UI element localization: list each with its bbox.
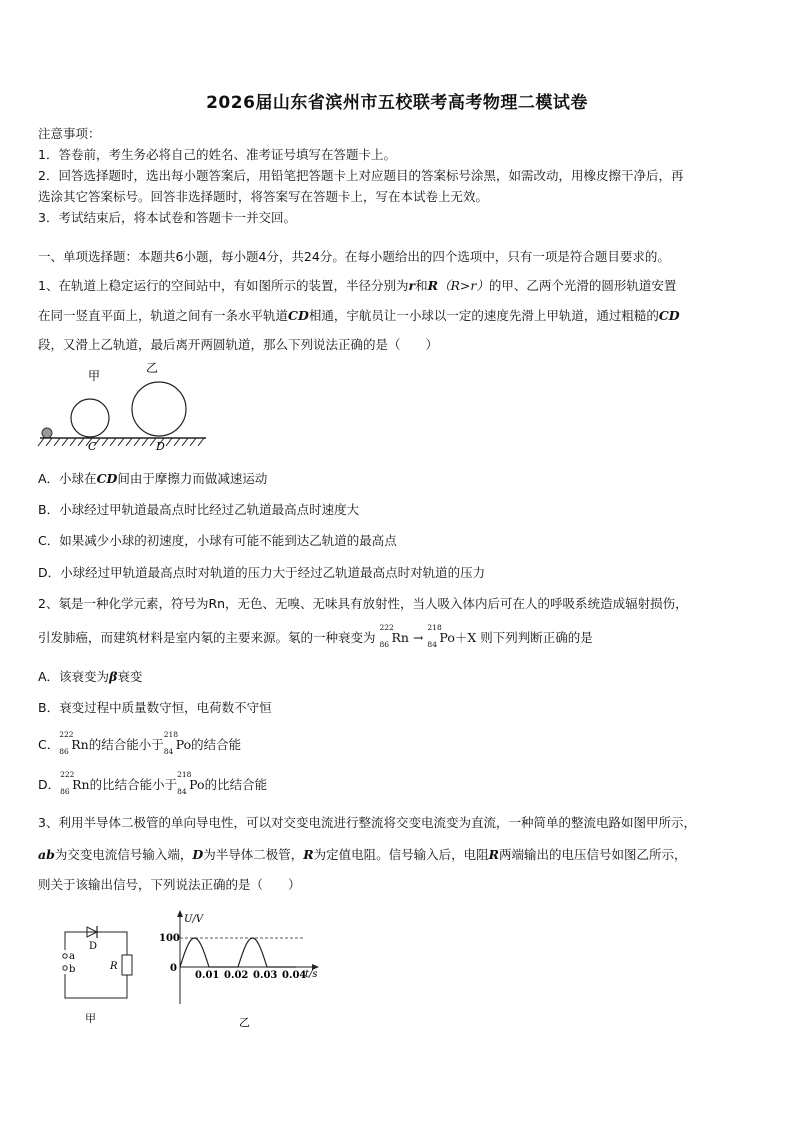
x-tick-label: 0.01 [195, 970, 220, 981]
q3-line2: ab为交变电流信号输入端，D为半导体二极管，R为定值电阻。信号输入后，电阻R两端输出的电压信号如图乙所示， [38, 847, 687, 862]
x-tick-label: 0.03 [253, 970, 278, 981]
label-a: a [69, 951, 75, 962]
q1-option-a: A．小球在CD间由于摩擦力而做减速运动 [38, 471, 268, 486]
q1-line1: 1、在轨道上稳定运行的空间站中，有如图所示的装置，半径分别为r和R（R>r）的甲、乙两个光滑的圆形轨道安置 [38, 278, 677, 293]
q1-option-d: D．小球经过甲轨道最高点时对轨道的压力大于经过乙轨道最高点时对轨道的压力 [38, 565, 486, 580]
track-yi [132, 382, 186, 436]
label-resistor: R [110, 961, 118, 972]
notice-item: 选涂其它答案标号。回答非选择题时，将答案写在答题卡上，写在本试卷上无效。 [38, 189, 489, 204]
x-tick-label: 0.02 [224, 970, 249, 981]
label-jia: 甲 [88, 369, 101, 383]
track-jia [71, 399, 109, 437]
q3-voltage-graph [155, 908, 330, 1033]
label-d: D [156, 440, 165, 450]
ground-hatching [38, 438, 204, 446]
caption-jia: 甲 [85, 1012, 96, 1025]
section-heading: 一、单项选择题：本题共6小题，每小题4分，共24分。在每小题给出的四个选项中，只有一项是符合题目要求的。 [38, 249, 670, 264]
notice-item: 3．考试结束后，将本试卷和答题卡一并交回。 [38, 210, 296, 225]
q2-line2: 引发肺癌，而建筑材料是室内氡的主要来源。氡的一种衰变为 222 86 Rn → 218 84 Po＋X 则下列判断正确的是 [38, 623, 593, 649]
q2-option-b: B．衰变过程中质量数守恒，电荷数不守恒 [38, 700, 272, 715]
label-diode: D [89, 941, 98, 952]
label-c: C [88, 440, 97, 450]
label-b: b [69, 964, 76, 975]
label-yi: 乙 [146, 361, 159, 375]
nuclide-po: 218 84 Po [427, 623, 455, 649]
page-title: 2026届山东省滨州市五校联考高考物理二模试卷 [206, 93, 588, 113]
q2-option-d: D． 222 86 Rn的比结合能小于 218 84 Po的比结合能 [38, 770, 268, 796]
q1-line3: 段，又滑上乙轨道，最后离开两圆轨道，那么下列说法正确的是（ ） [38, 337, 439, 352]
y-tick-100: 100 [159, 933, 180, 944]
y-axis-arrow [177, 910, 183, 917]
q1-track-figure [36, 360, 216, 450]
x-tick-label: 0.04 [282, 970, 307, 981]
q3-line1: 3、利用半导体二极管的单向导电性，可以对交变电流进行整流将交变电流变为直流，一种简单的整流电路如图甲所示， [38, 815, 696, 830]
q1-line2: 在同一竖直平面上，轨道之间有一条水平轨道CD相通，宇航员让一小球以一定的速度先滑上甲轨道，通过粗糙的CD [38, 308, 680, 323]
terminal-a [63, 954, 67, 958]
origin-label: 0 [170, 963, 177, 974]
q3-circuit-figure [55, 922, 145, 1027]
caption-yi: 乙 [239, 1016, 250, 1029]
q2-option-c: C． 222 86 Rn的结合能小于 218 84 Po的结合能 [38, 730, 242, 756]
small-ball [42, 428, 52, 438]
q1-option-c: C．如果减少小球的初速度，小球有可能不能到达乙轨道的最高点 [38, 533, 397, 548]
notice-item: 1．答卷前，考生务必将自己的姓名、准考证号填写在答题卡上。 [38, 147, 396, 162]
y-axis-label: U/V [184, 914, 204, 925]
q2-line1: 2、氡是一种化学元素，符号为Rn，无色、无嗅、无味具有放射性，当人吸入体内后可在人的呼吸系统造成辐射损伤， [38, 596, 688, 611]
signal-curve [180, 938, 296, 967]
terminal-b [63, 966, 67, 970]
notice-item: 2．回答选择题时，选出每小题答案后，用铅笔把答题卡上对应题目的答案标号涂黑，如需改动，用橡皮擦干净后，再 [38, 168, 684, 183]
x-axis-label: t/s [305, 969, 318, 980]
q2-option-a: A．该衰变为β衰变 [38, 669, 143, 684]
notice-heading: 注意事项： [38, 126, 101, 141]
nuclide-rn: 222 86 Rn [379, 623, 409, 649]
resistor [122, 955, 132, 975]
q3-line3: 则关于该输出信号，下列说法正确的是（ ） [38, 877, 301, 892]
q1-option-b: B．小球经过甲轨道最高点时比经过乙轨道最高点时速度大 [38, 502, 360, 517]
